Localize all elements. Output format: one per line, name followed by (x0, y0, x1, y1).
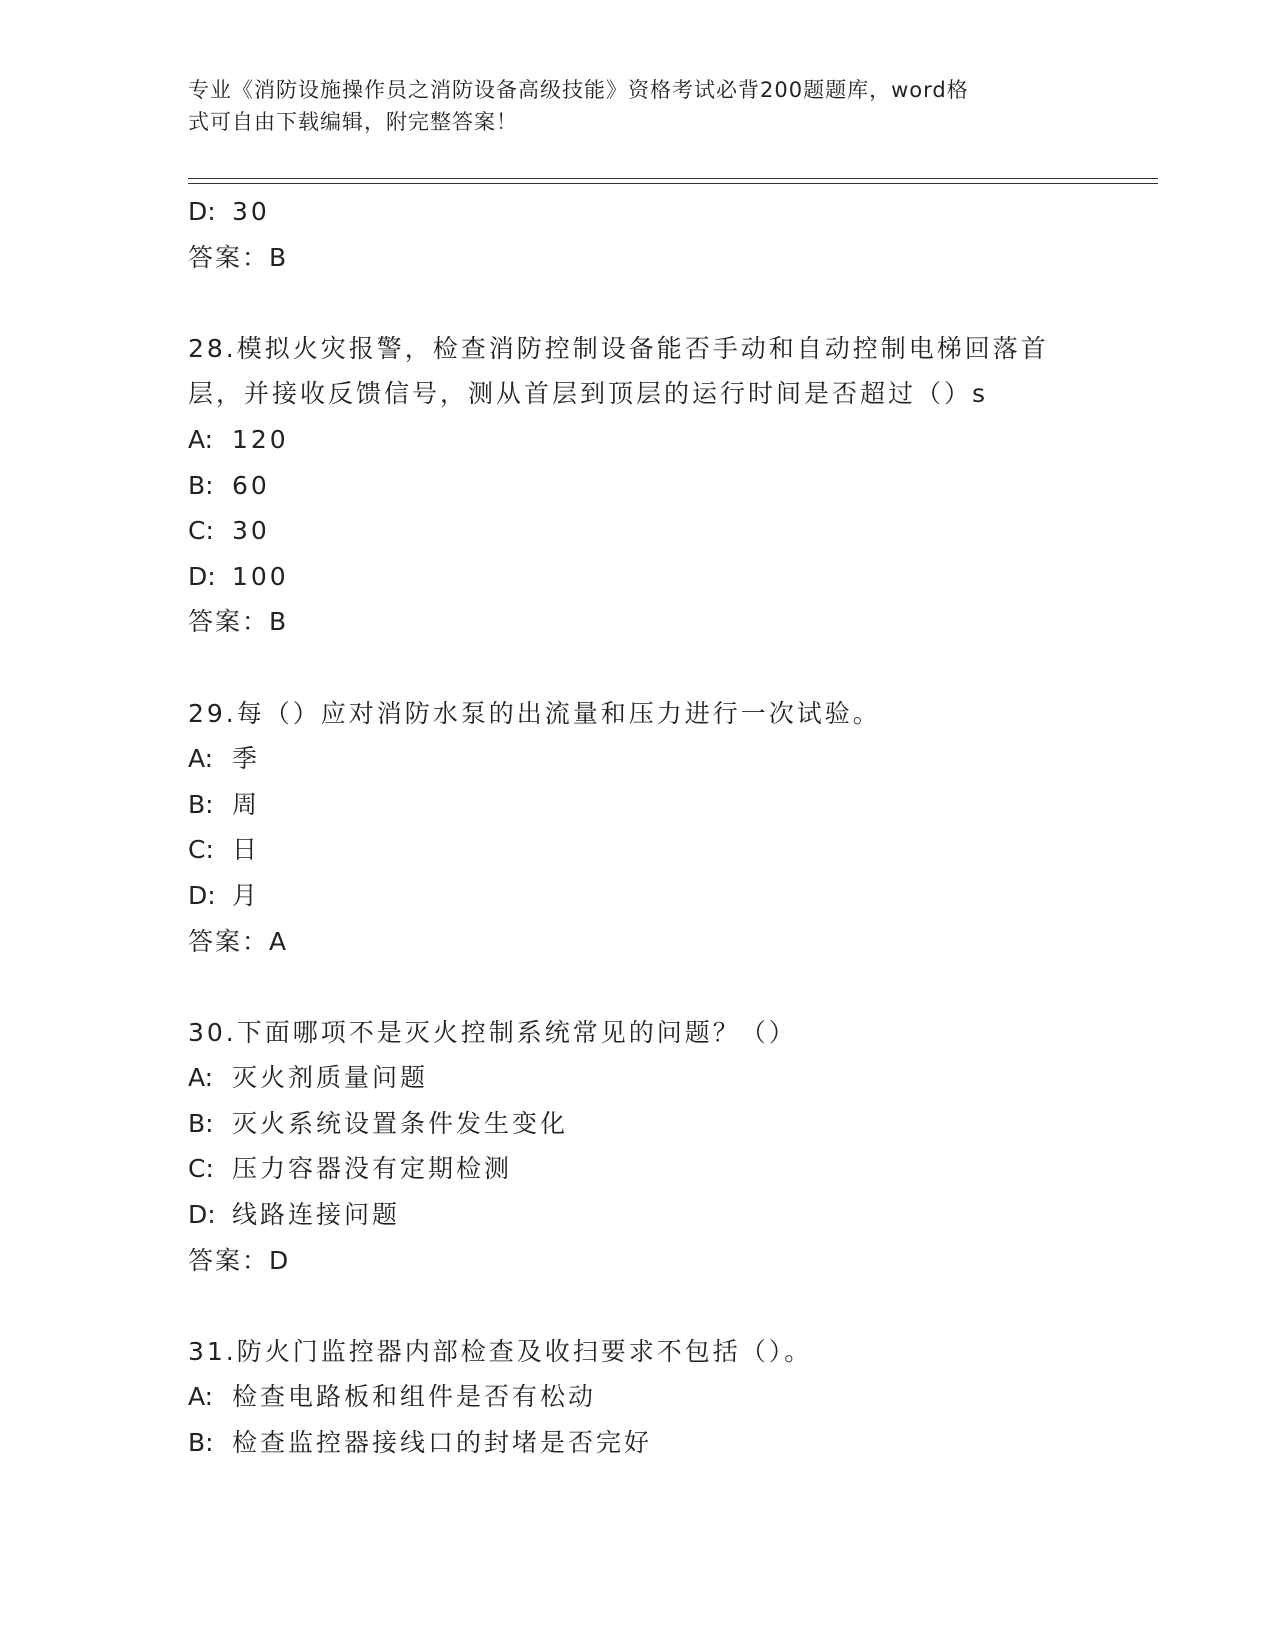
option-c (188, 827, 1088, 873)
option-text: 检查监控器接线口的封堵是否完好 (232, 1428, 653, 1458)
option-text: 线路连接问题 (232, 1200, 401, 1230)
option-b (188, 463, 1088, 509)
option-d (188, 1192, 1088, 1238)
option-text: 周 (232, 789, 261, 819)
header-divider-top (188, 178, 1158, 179)
option-key: B: (188, 470, 214, 500)
header-divider-bottom (188, 183, 1158, 184)
option-text: 灭火系统设置条件发生变化 (232, 1108, 569, 1138)
option-text: 月 (232, 880, 261, 910)
option-key: A: (188, 744, 214, 774)
option-key: D: (188, 880, 216, 910)
option-key: D: (188, 561, 216, 591)
option-text: 60 (232, 470, 270, 500)
option-b (188, 1101, 1088, 1147)
question-stem: 31.防火门监控器内部检查及收扫要求不包括（）。 (188, 1336, 813, 1366)
option-d (188, 554, 1088, 600)
header-line-2: 式可自由下载编辑，附完整答案！ (188, 110, 518, 134)
option-c (188, 508, 1088, 554)
option-a (188, 1055, 1088, 1101)
option-a (188, 417, 1088, 463)
option-text: 季 (232, 744, 261, 774)
document-header (188, 74, 1088, 138)
option-key: A: (188, 1382, 214, 1412)
option-b (188, 782, 1088, 828)
question-stem: 30.下面哪项不是灭火控制系统常见的问题？（） (188, 1017, 797, 1047)
answer-line: 答案：A (188, 926, 289, 956)
option-key: A: (188, 424, 214, 454)
question-list (188, 189, 1088, 1466)
option-d (188, 189, 1088, 235)
header-line-1: 专业《消防设施操作员之消防设备高级技能》资格考试必背200题题库，word格 (188, 78, 969, 102)
option-b (188, 1420, 1088, 1466)
option-key: C: (188, 835, 214, 865)
option-key: C: (188, 1154, 214, 1184)
option-key: C: (188, 516, 214, 546)
option-text: 检查电路板和组件是否有松动 (232, 1382, 597, 1412)
option-key: D: (188, 197, 216, 226)
option-text: 压力容器没有定期检测 (232, 1154, 513, 1184)
option-key: A: (188, 1063, 214, 1093)
option-text: 120 (232, 424, 289, 454)
option-a (188, 736, 1088, 782)
question-stem: 28.模拟火灾报警，检查消防控制设备能否手动和自动控制电梯回落首 (188, 333, 1049, 363)
answer-line: 答案：B (188, 607, 289, 637)
option-key: B: (188, 789, 214, 819)
option-text: 100 (232, 561, 289, 591)
option-c (188, 1146, 1088, 1192)
answer-line: 答案：D (188, 1245, 291, 1275)
answer-line: 答案：B (188, 242, 289, 272)
option-d (188, 873, 1088, 919)
option-text: 日 (232, 835, 261, 865)
option-text: 30 (232, 197, 270, 226)
option-text: 灭火剂质量问题 (232, 1063, 429, 1093)
option-key: B: (188, 1108, 214, 1138)
question-stem: 29.每（）应对消防水泵的出流量和压力进行一次试验。 (188, 698, 881, 728)
option-text: 30 (232, 516, 270, 546)
option-a (188, 1374, 1088, 1420)
option-key: D: (188, 1200, 216, 1230)
option-key: B: (188, 1428, 214, 1458)
question-stem-continued: 层，并接收反馈信号，测从首层到顶层的运行时间是否超过（）s (188, 379, 989, 409)
